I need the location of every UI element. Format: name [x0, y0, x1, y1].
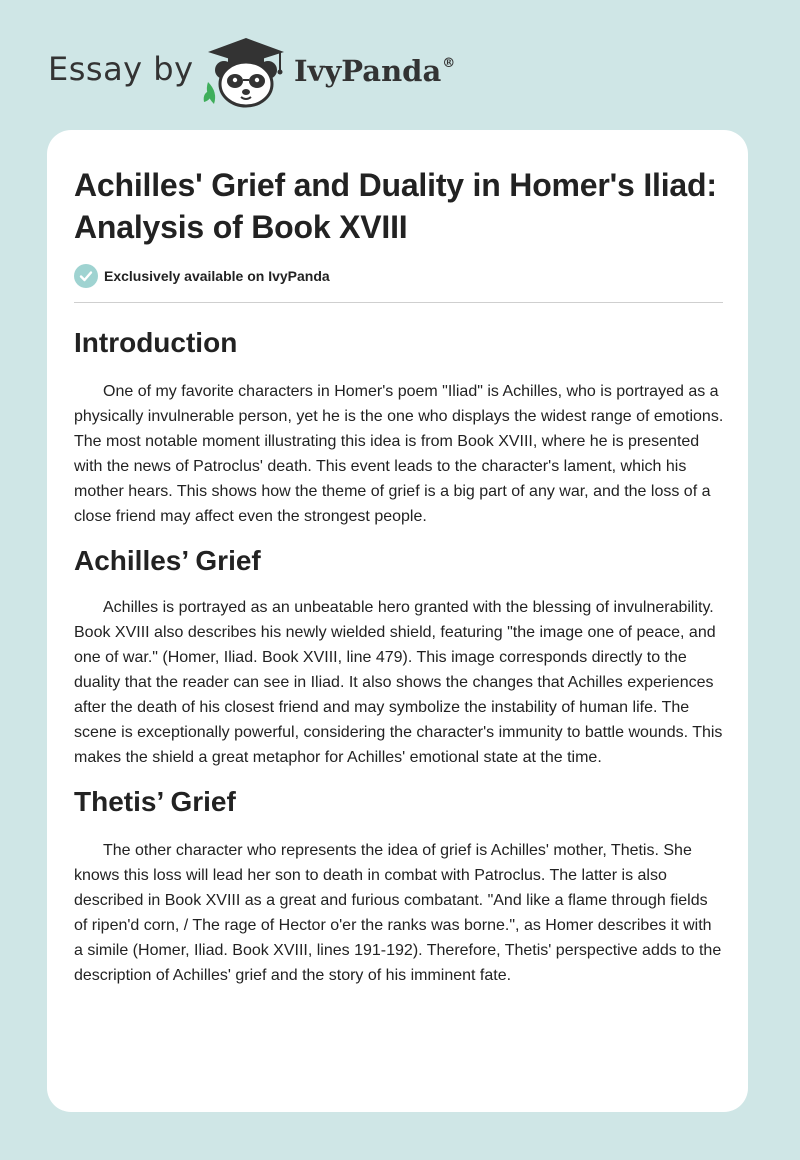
section-achilles-grief [74, 543, 724, 770]
essay-card [47, 130, 748, 1112]
essay-content [74, 164, 724, 988]
section-heading: Introduction [74, 327, 238, 358]
checkmark-icon [74, 264, 98, 288]
section-thetis-grief [74, 784, 724, 988]
exclusive-label: Exclusively available on IvyPanda [104, 268, 330, 284]
brand-name-text: IvyPanda [294, 54, 442, 88]
panda-graduate-icon[interactable] [200, 34, 292, 110]
section-introduction [74, 325, 724, 529]
section-heading: Achilles’ Grief [74, 545, 261, 576]
section-paragraph: The other character who represents the idea of grief is Achilles' mother, Thetis. She knows this loss will lead her son to death in combat with Patroclus. The latter is also described in Book XVIII as a great and furious combatant. "And like a flame through fields of ripen'd corn, / The rage of Hector o'er the ranks was borne.", as Homer describes it with a simile (Homer, Iliad. Book XVIII, lines 191-192). Therefore, Thetis' perspective adds to the description of Achilles' grief and the story of his imminent fate. [74, 842, 722, 984]
site-header [0, 0, 800, 130]
registered-mark: ® [442, 56, 456, 71]
essay-by-label: Essay by [48, 50, 194, 88]
page-title: Achilles' Grief and Duality in Homer's Iliad: Analysis of Book XVIII [74, 167, 717, 245]
brand-name[interactable] [294, 54, 455, 88]
section-paragraph: One of my favorite characters in Homer's poem "Iliad" is Achilles, who is portrayed as a physically invulnerable person, yet he is the one who displays the widest range of emotions. The most notable moment illustrating this idea is from Book XVIII, where he is presented with the news of Patroclus' death. This event leads to the character's lament, which his mother hears. This shows how the theme of grief is a big part of any war, and the loss of a close friend may affect even the strongest people. [74, 383, 724, 525]
divider [74, 302, 723, 303]
exclusive-badge [74, 264, 724, 288]
section-paragraph: Achilles is portrayed as an unbeatable hero granted with the blessing of invulnerability. Book XVIII also describes his newly wielded shield, featuring "the image one of peace, and one of war." (Homer, Iliad. Book XVIII, line 479). This image corresponds directly to the duality that the reader can see in Iliad. It also shows the changes that Achilles experiences after the death of his closest friend and may symbolize the instability of human life. The scene is exceptionally powerful, considering the character's immunity to battle wounds. This makes the shield a great metaphor for Achilles' emotional state at the time. [74, 599, 723, 766]
section-heading: Thetis’ Grief [74, 786, 236, 817]
